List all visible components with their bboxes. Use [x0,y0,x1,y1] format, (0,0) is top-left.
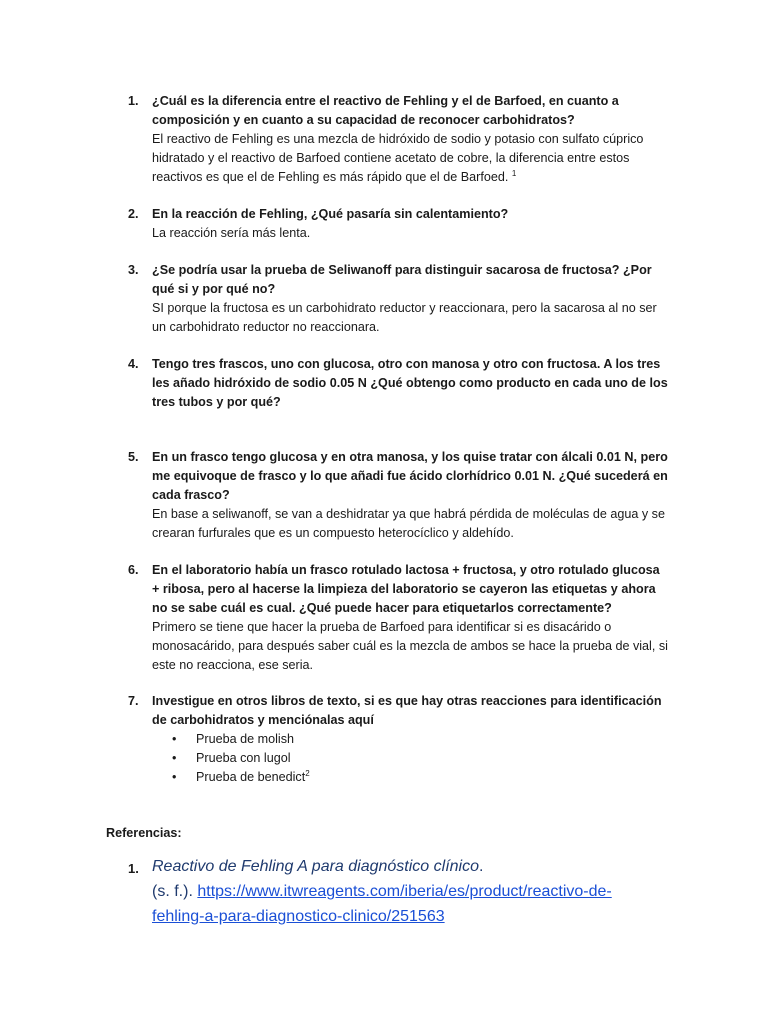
answer-text: SI porque la fructosa es un carbohidrato reductor y reaccionara, pero la sacarosa al no ser un carbohidrato reductor no reaccionara. [152,301,657,334]
list-item: • Prueba de benedict$^2$ [172,768,668,787]
reference-date: (s. f.). [152,883,193,900]
question-text: En la reacción de Fehling, ¿Qué pasaría sin calentamiento? [152,207,509,221]
question-text: Investigue en otros libros de texto, si es que hay otras reacciones para identificación de carbohidratos y menciónalas aquí [152,694,662,727]
question-number: 3. [128,263,139,277]
bullet-icon: • [172,732,177,746]
question-text: ¿Cuál es la diferencia entre el reactivo de Fehling y el de Barfoed, en cuanto a composición y en cuanto a su capacidad de reconocer carbohidratos? [152,94,619,127]
question-7 [128,692,668,787]
question-text: ¿Se podría usar la prueba de Seliwanoff para distinguir sacarosa de fructosa? ¿Por qué si y por qué no? [152,263,652,296]
reference-item: 1. Reactivo de Fehling A para diagnóstico clínico. (s. f.). https://www.itwreagents.com/iberia/es/product/reactivo-de-fehling-a-para-diagnostico-clinico/251563 [128,858,612,925]
question-6 [128,561,668,675]
bullet-icon: • [172,770,177,784]
list-item: • Prueba con lugol [172,749,668,768]
question-number: 1. [128,94,139,108]
bullet-list [172,730,668,787]
reference-link[interactable]: https://www.itwreagents.com/iberia/es/product/reactivo-de-fehling-a-para-diagnostico-clinico/251563 [152,883,612,925]
question-number: 7. [128,694,139,708]
footnote-marker: 2 [305,768,310,778]
reference-title: Reactivo de Fehling A para diagnóstico clínico [152,858,479,875]
question-number: 5. [128,450,139,464]
question-4 [128,355,668,412]
question-5 [128,448,668,543]
references-heading: Referencias: [106,826,182,840]
footnote-marker: 1 [511,168,517,178]
answer-text: Primero se tiene que hacer la prueba de Barfoed para identificar si es disacárido o monosacárido, para después saber cuál es la mezcla de ambos se hace la prueba de vial, si este no reacciona, ese seria. [152,620,668,672]
reference-number: 1. [128,861,139,876]
question-number: 4. [128,357,139,371]
bullet-icon: • [172,751,177,765]
question-text: En un frasco tengo glucosa y en otra manosa, y los quise tratar con álcali 0.01 N, pero me equivoque de frasco y lo que añadi fue ácido clorhídrico 0.01 N. ¿Qué sucederá en cada frasco? [152,450,668,502]
question-number: 2. [128,207,139,221]
answer-text: El reactivo de Fehling es una mezcla de hidróxido de sodio y potasio con sulfato cúprico hidratado y el reactivo de Barfoed contiene acetato de cobre, la diferencia entre estos reactivos es que el de Fehling es más rápido que el de Barfoed. $^1$ [152,132,644,184]
answer-text: En base a seliwanoff, se van a deshidratar ya que habrá pérdida de moléculas de agua y se crearan furfurales que es un compuesto heterocíclico y aldehído. [152,507,665,540]
question-1 [128,92,668,187]
list-item: • Prueba de molish [172,730,668,749]
question-text: Tengo tres frascos, uno con glucosa, otro con manosa y otro con fructosa. A los tres les añado hidróxido de sodio 0.05 N ¿Qué obtengo como producto en cada uno de los tres tubos y por qué? [152,357,668,409]
question-2 [128,205,668,243]
answer-text: La reacción sería más lenta. [152,226,311,240]
question-number: 6. [128,563,139,577]
question-3 [128,261,668,337]
question-text: En el laboratorio había un frasco rotulado lactosa + fructosa, y otro rotulado glucosa + ribosa, pero al hacerse la limpieza del laboratorio se cayeron las etiquetas y ahora no se sabe cuál es cual. ¿Qué puede hacer para etiquetarlos correctamente? [152,563,660,615]
